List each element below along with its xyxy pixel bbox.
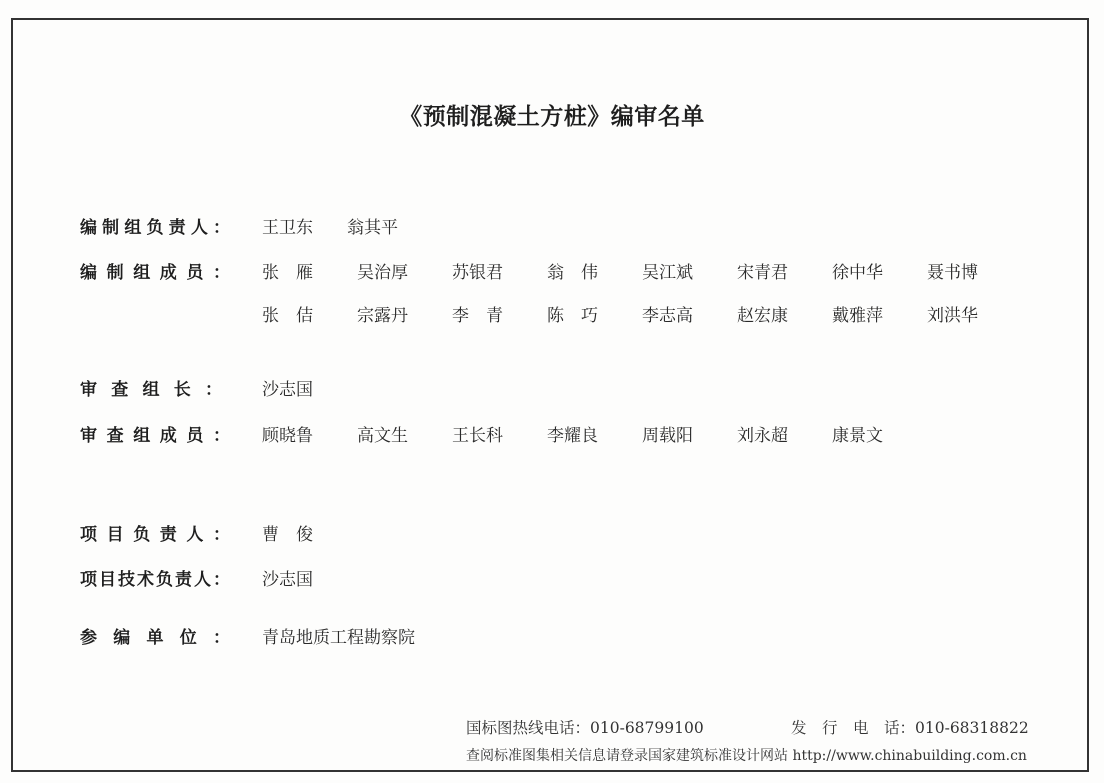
member-name: 翁 伟 [547, 263, 598, 283]
review-member-name: 李耀良 [547, 426, 598, 446]
participant-label: 参编单位： [80, 628, 230, 648]
review-member-name: 刘永超 [737, 426, 788, 446]
participant-name: 青岛地质工程勘察院 [262, 628, 415, 648]
member-name: 赵宏康 [737, 306, 788, 326]
member-name: 李志高 [642, 306, 693, 326]
review-members-row [262, 421, 927, 446]
member-name: 吴治厚 [357, 263, 408, 283]
member-name: 李 青 [452, 306, 503, 326]
member-name: 张 佶 [262, 306, 313, 326]
review-member-name: 高文生 [357, 426, 408, 446]
members-row-1 [262, 258, 1022, 283]
project-head-label: 项目负责人： [80, 525, 230, 545]
member-name: 张 雁 [262, 263, 313, 283]
leader-names: 王卫东 翁其平 [262, 218, 398, 238]
website-note: 查阅标准图集相关信息请登录国家建筑标准设计网站 http://www.chinabuilding.com.cn [466, 748, 1027, 764]
review-members-label: 审查组成员： [80, 426, 230, 446]
members-row-2 [262, 301, 1022, 326]
member-name: 戴雅萍 [832, 306, 883, 326]
distribution-phone-text: 发 行 电 话：010-68318822 [791, 719, 1029, 737]
member-name: 宋青君 [737, 263, 788, 283]
tech-head-label: 项目技术负责人： [80, 570, 230, 590]
review-member-name: 王长科 [452, 426, 503, 446]
review-member-name: 康景文 [832, 426, 883, 446]
member-name: 刘洪华 [927, 306, 978, 326]
leader-label: 编制组负责人： [80, 218, 230, 238]
tech-head-name: 沙志国 [262, 570, 313, 590]
member-name: 徐中华 [832, 263, 883, 283]
member-name: 陈 巧 [547, 306, 598, 326]
members-label: 编制组成员： [80, 263, 230, 283]
member-name: 宗露丹 [357, 306, 408, 326]
review-member-name: 周载阳 [642, 426, 693, 446]
hotline-text: 国标图热线电话：010-68799100 [466, 719, 704, 737]
member-name: 聂书博 [927, 263, 978, 283]
review-member-name: 顾晓鲁 [262, 426, 313, 446]
project-head-name: 曹 俊 [262, 525, 313, 545]
page-title: 《预制混凝土方桩》编审名单 [399, 104, 705, 130]
member-name: 苏银君 [452, 263, 503, 283]
review-head-label: 审查组长： [80, 380, 222, 400]
review-head-name: 沙志国 [262, 380, 313, 400]
member-name: 吴江斌 [642, 263, 693, 283]
